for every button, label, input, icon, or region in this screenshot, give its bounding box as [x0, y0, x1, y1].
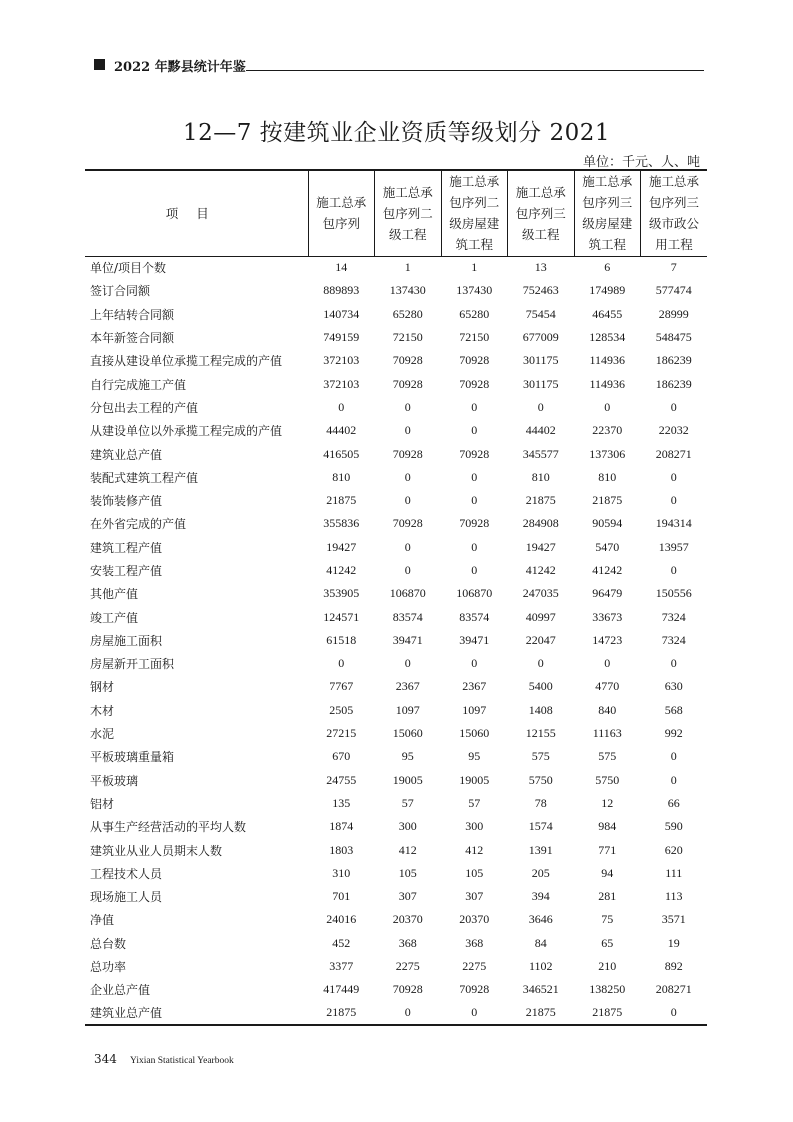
- table-cell: 0: [404, 469, 411, 484]
- column-header: 项目: [85, 170, 308, 256]
- table-cell: 0: [471, 539, 478, 554]
- table-cell: 1: [404, 260, 411, 275]
- table-cell: 0: [471, 469, 478, 484]
- table-cell: 44402: [525, 423, 556, 438]
- table-cell: 771: [598, 842, 617, 857]
- row-label: 签订合同额: [90, 284, 151, 299]
- table-cell: 0: [670, 772, 677, 787]
- table-row: [85, 769, 707, 792]
- table-cell: 2505: [329, 702, 354, 717]
- row-label: 房屋施工面积: [90, 633, 163, 648]
- table-cell: 0: [404, 399, 411, 414]
- table-cell: 205: [531, 865, 550, 880]
- table-row: [85, 1002, 707, 1025]
- table-row: [85, 908, 707, 931]
- table-cell: 677009: [522, 330, 559, 345]
- table-cell: 701: [332, 889, 351, 904]
- table-cell: 3571: [661, 912, 686, 927]
- table-cell: 372103: [323, 353, 360, 368]
- row-label: 直接从建设单位承揽工程完成的产值: [90, 354, 283, 369]
- table-cell: 307: [465, 889, 484, 904]
- table-cell: 0: [471, 563, 478, 577]
- row-label: 其他产值: [90, 587, 139, 602]
- table-cell: 300: [465, 819, 484, 834]
- table-cell: 19005: [459, 772, 490, 787]
- table-cell: 66: [667, 795, 680, 810]
- row-label: 安装工程产值: [90, 564, 163, 578]
- column-header: 施工总承包序列三级工程: [508, 170, 575, 256]
- table-cell: 96479: [592, 586, 623, 601]
- table-cell: 90594: [592, 516, 623, 531]
- table-cell: 27215: [326, 726, 357, 741]
- table-cell: 13957: [658, 539, 689, 554]
- table-cell: 2367: [462, 679, 487, 694]
- table-cell: 83574: [392, 609, 423, 624]
- row-label: 企业总产值: [90, 983, 151, 998]
- table-cell: 11163: [592, 726, 622, 741]
- row-label: 房屋新开工面积: [90, 657, 175, 672]
- table-row: [85, 792, 707, 815]
- table-cell: 394: [531, 889, 550, 904]
- table-cell: 0: [604, 656, 611, 671]
- table-cell: 70928: [459, 982, 490, 997]
- column-header: 施工总承包序列二级工程: [375, 170, 442, 256]
- table-cell: 19005: [392, 772, 423, 787]
- table-row: [85, 256, 707, 279]
- table-cell: 0: [641, 1002, 708, 1025]
- table-cell: 33673: [592, 609, 623, 624]
- table-cell: 19427: [525, 539, 556, 554]
- table-cell: 13: [534, 260, 547, 275]
- table-row: [85, 978, 707, 1001]
- table-cell: 5750: [595, 772, 620, 787]
- row-label: 铝材: [90, 796, 115, 811]
- table-cell: 24016: [326, 912, 357, 927]
- table-row: [85, 349, 707, 372]
- table-cell: 7: [670, 260, 677, 275]
- table-row: [85, 466, 707, 489]
- table-cell: 65280: [459, 306, 490, 321]
- table-cell: 0: [471, 423, 478, 438]
- table-cell: 19: [667, 935, 680, 950]
- table-cell: 21875: [592, 493, 623, 508]
- table-cell: 300: [398, 819, 417, 834]
- table-cell: 75454: [525, 306, 556, 321]
- table-cell: 70928: [459, 376, 490, 391]
- table-cell: 353905: [323, 586, 360, 601]
- table-cell: 1102: [528, 959, 553, 974]
- table-cell: 19427: [326, 539, 357, 554]
- row-label: 净值: [90, 913, 115, 928]
- table-cell: 208271: [655, 446, 692, 461]
- table-row: [85, 838, 707, 861]
- table-cell: 2275: [395, 959, 420, 974]
- table-cell: 39471: [459, 632, 490, 647]
- row-label: 从建设单位以外承揽工程完成的产值: [90, 424, 283, 439]
- table-cell: 95: [401, 749, 414, 764]
- table-cell: 12: [601, 795, 614, 810]
- table-cell: 749159: [323, 330, 360, 345]
- table-cell: 46455: [592, 306, 623, 321]
- table-cell: 5400: [528, 679, 553, 694]
- table-cell: 137430: [389, 283, 426, 298]
- table-cell: 7324: [661, 609, 686, 624]
- table-cell: 0: [338, 399, 345, 414]
- table-cell: 889893: [323, 283, 360, 298]
- table-cell: 137430: [456, 283, 493, 298]
- header-row: [85, 170, 707, 256]
- table-cell: 568: [664, 702, 683, 717]
- table-row: [85, 442, 707, 465]
- table-cell: 0: [670, 749, 677, 764]
- table-cell: 301175: [522, 353, 559, 368]
- table-row: [85, 932, 707, 955]
- table-cell: 70928: [392, 353, 423, 368]
- table-cell: 105: [465, 865, 484, 880]
- table-cell: 15060: [459, 726, 490, 741]
- page-footer: [94, 1048, 234, 1067]
- row-label: 单位/项目个数: [90, 261, 167, 276]
- table-cell: 135: [332, 795, 351, 810]
- table-cell: 61518: [326, 632, 357, 647]
- row-label: 竣工产值: [90, 610, 139, 625]
- row-label: 建筑业总产值: [85, 1002, 308, 1025]
- table-cell: 752463: [522, 283, 559, 298]
- row-label: 总台数: [90, 936, 127, 951]
- table-cell: 2275: [462, 959, 487, 974]
- table-cell: 416505: [323, 446, 360, 461]
- table-cell: 15060: [392, 726, 423, 741]
- table-cell: 590: [664, 819, 683, 834]
- row-label: 木材: [90, 703, 115, 718]
- table-cell: 575: [598, 749, 617, 764]
- row-label: 在外省完成的产值: [90, 517, 187, 532]
- table-cell: 0: [471, 493, 478, 508]
- table-cell: 138250: [589, 982, 626, 997]
- table-cell: 307: [398, 889, 417, 904]
- table-cell: 0: [441, 1002, 508, 1025]
- table-cell: 28999: [658, 306, 689, 321]
- row-label: 水泥: [90, 727, 115, 742]
- table-cell: 210: [598, 959, 617, 974]
- table-cell: 0: [670, 493, 677, 508]
- table-cell: 14723: [592, 632, 623, 647]
- table-cell: 3377: [329, 959, 354, 974]
- table-cell: 810: [598, 469, 617, 484]
- unit-note: 单位：千元、人、吨: [582, 155, 700, 170]
- table-row: [85, 326, 707, 349]
- table-cell: 128534: [589, 330, 626, 345]
- table-cell: 892: [664, 959, 683, 974]
- table-cell: 65: [601, 935, 614, 950]
- table-cell: 0: [537, 399, 544, 414]
- table-row: [85, 303, 707, 326]
- table-cell: 992: [664, 726, 683, 741]
- table-cell: 70928: [392, 516, 423, 531]
- table-cell: 70928: [392, 376, 423, 391]
- table-cell: 41242: [592, 563, 623, 577]
- column-header: 施工总承包序列三级房屋建筑工程: [574, 170, 641, 256]
- table-cell: 368: [398, 935, 417, 950]
- page-number: 344: [94, 1052, 117, 1066]
- table-cell: 984: [598, 819, 617, 834]
- table-title: 12—7 按建筑业企业资质等级划分 2021: [182, 120, 611, 146]
- table-cell: 41242: [326, 563, 357, 577]
- table-cell: 75: [601, 912, 614, 927]
- table-cell: 186239: [655, 376, 692, 391]
- table-body: [85, 256, 707, 1025]
- table-cell: 44402: [326, 423, 357, 438]
- header-rule: [246, 70, 704, 71]
- table-cell: 21875: [326, 493, 357, 508]
- table-cell: 21875: [525, 493, 556, 508]
- table-row: [85, 372, 707, 395]
- table-row: [85, 536, 707, 559]
- table-cell: 1097: [395, 702, 420, 717]
- table-cell: 301175: [522, 376, 559, 391]
- table-row: [85, 722, 707, 745]
- table-cell: 1408: [528, 702, 553, 717]
- table-cell: 12155: [525, 726, 556, 741]
- table-cell: 0: [670, 656, 677, 671]
- statistics-table: [85, 169, 707, 1026]
- table-cell: 39471: [392, 632, 423, 647]
- table-row: [85, 582, 707, 605]
- table-cell: 84: [534, 935, 547, 950]
- table-cell: 345577: [522, 446, 559, 461]
- table-row: [85, 652, 707, 675]
- table-cell: 72150: [459, 330, 490, 345]
- row-label: 自行完成施工产值: [90, 377, 187, 392]
- row-label: 钢材: [90, 680, 115, 695]
- table-cell: 7767: [329, 679, 354, 694]
- table-cell: 7324: [661, 632, 686, 647]
- column-header: 施工总承包序列三级市政公用工程: [641, 170, 708, 256]
- table-cell: 281: [598, 889, 617, 904]
- table-cell: 575: [531, 749, 550, 764]
- table-cell: 4770: [595, 679, 620, 694]
- table-cell: 21875: [574, 1002, 641, 1025]
- table-cell: 0: [471, 399, 478, 414]
- table-row: [85, 885, 707, 908]
- table-cell: 0: [604, 399, 611, 414]
- table-cell: 0: [404, 656, 411, 671]
- table-cell: 3646: [528, 912, 553, 927]
- table-cell: 1874: [329, 819, 354, 834]
- table-cell: 14: [335, 260, 348, 275]
- table-cell: 0: [404, 493, 411, 508]
- table-cell: 5470: [595, 539, 620, 554]
- table-cell: 106870: [456, 586, 493, 601]
- table-cell: 346521: [522, 982, 559, 997]
- running-header: [94, 56, 704, 76]
- table-cell: 577474: [655, 283, 692, 298]
- table-cell: 2367: [395, 679, 420, 694]
- table-row: [85, 396, 707, 419]
- table-row: [85, 512, 707, 535]
- table-cell: 1: [471, 260, 478, 275]
- table-cell: 113: [664, 889, 683, 904]
- column-header: 施工总承包序列二级房屋建筑工程: [441, 170, 508, 256]
- table-cell: 70928: [459, 516, 490, 531]
- table-cell: 22047: [525, 632, 556, 647]
- table-cell: 0: [404, 423, 411, 438]
- row-label: 平板玻璃: [90, 773, 139, 788]
- table-row: [85, 629, 707, 652]
- table-cell: 40997: [525, 609, 556, 624]
- table-cell: 41242: [525, 563, 556, 577]
- table-cell: 194314: [655, 516, 692, 531]
- table-row: [85, 279, 707, 302]
- row-label: 从事生产经营活动的平均人数: [90, 820, 247, 835]
- table-cell: 412: [398, 842, 417, 857]
- table-cell: 1097: [462, 702, 487, 717]
- table-row: [85, 955, 707, 978]
- row-label: 建筑业从业人员期末人数: [90, 843, 223, 858]
- table-cell: 1574: [528, 819, 553, 834]
- footer-title: Yixian Statistical Yearbook: [130, 1056, 234, 1066]
- table-cell: 310: [332, 865, 351, 880]
- row-label: 分包出去工程的产值: [90, 400, 199, 415]
- table-cell: 247035: [522, 586, 559, 601]
- table-cell: 355836: [323, 516, 360, 531]
- row-label: 总功率: [90, 960, 127, 975]
- table-cell: 94: [601, 865, 614, 880]
- table-cell: 70928: [459, 446, 490, 461]
- column-header: 施工总承包序列: [308, 170, 375, 256]
- table-cell: 0: [537, 656, 544, 671]
- table-cell: 5750: [528, 772, 553, 787]
- table-row: [85, 745, 707, 768]
- table-cell: 0: [471, 656, 478, 671]
- row-label: 平板玻璃重量箱: [90, 750, 175, 765]
- table-cell: 150556: [655, 586, 692, 601]
- table-row: [85, 605, 707, 628]
- row-label: 工程技术人员: [90, 866, 163, 881]
- table-cell: 22370: [592, 423, 623, 438]
- table-cell: 114936: [589, 353, 626, 368]
- table-row: [85, 489, 707, 512]
- row-label: 本年新签合同额: [90, 331, 175, 346]
- table-row: [85, 559, 707, 582]
- table-row: [85, 862, 707, 885]
- table-cell: 840: [598, 702, 617, 717]
- table-cell: 0: [404, 563, 411, 577]
- table-cell: 57: [401, 795, 414, 810]
- table-cell: 140734: [323, 306, 360, 321]
- table-cell: 0: [338, 656, 345, 671]
- table-cell: 630: [664, 679, 683, 694]
- table-cell: 1391: [528, 842, 553, 857]
- table-cell: 6: [604, 260, 611, 275]
- table-cell: 186239: [655, 353, 692, 368]
- table-cell: 0: [670, 399, 677, 414]
- table-cell: 368: [465, 935, 484, 950]
- table-cell: 21875: [508, 1002, 575, 1025]
- header-title: 2022 年黟县统计年鉴: [114, 60, 246, 75]
- table-cell: 620: [664, 842, 683, 857]
- table-cell: 1803: [329, 842, 354, 857]
- table-cell: 72150: [392, 330, 423, 345]
- table-cell: 412: [465, 842, 484, 857]
- row-label: 现场施工人员: [90, 890, 163, 905]
- row-label: 建筑工程产值: [90, 540, 163, 555]
- table-cell: 670: [332, 749, 351, 764]
- table-cell: 114936: [589, 376, 626, 391]
- table-cell: 0: [670, 563, 677, 577]
- table-cell: 95: [468, 749, 481, 764]
- table-cell: 70928: [392, 982, 423, 997]
- table-cell: 0: [404, 539, 411, 554]
- row-label: 装饰装修产值: [90, 494, 163, 509]
- table-cell: 83574: [459, 609, 490, 624]
- table-cell: 174989: [589, 283, 626, 298]
- table-cell: 417449: [323, 982, 360, 997]
- table-row: [85, 699, 707, 722]
- table-row: [85, 675, 707, 698]
- table-cell: 111: [665, 865, 683, 880]
- header-square-icon: [94, 59, 105, 70]
- table-cell: 20370: [459, 912, 490, 927]
- table-cell: 124571: [323, 609, 360, 624]
- table-cell: 65280: [392, 306, 423, 321]
- table-row: [85, 419, 707, 442]
- table-cell: 24755: [326, 772, 357, 787]
- table-cell: 810: [531, 469, 550, 484]
- table-cell: 548475: [655, 330, 692, 345]
- table-cell: 0: [375, 1002, 442, 1025]
- row-label: 上年结转合同额: [90, 307, 175, 322]
- table-cell: 284908: [522, 516, 559, 531]
- table-cell: 21875: [308, 1002, 375, 1025]
- table-cell: 70928: [459, 353, 490, 368]
- table-cell: 137306: [589, 446, 626, 461]
- table-cell: 22032: [658, 423, 689, 438]
- table-cell: 70928: [392, 446, 423, 461]
- table-cell: 20370: [392, 912, 423, 927]
- table-cell: 452: [332, 935, 351, 950]
- table-cell: 810: [332, 469, 351, 484]
- row-label: 装配式建筑工程产值: [90, 470, 199, 485]
- table-cell: 0: [670, 469, 677, 484]
- table-cell: 105: [398, 865, 417, 880]
- table-row: [85, 815, 707, 838]
- table-cell: 106870: [389, 586, 426, 601]
- table-cell: 78: [534, 795, 547, 810]
- row-label: 建筑业总产值: [90, 447, 163, 462]
- table-cell: 372103: [323, 376, 360, 391]
- table-cell: 208271: [655, 982, 692, 997]
- table-cell: 57: [468, 795, 481, 810]
